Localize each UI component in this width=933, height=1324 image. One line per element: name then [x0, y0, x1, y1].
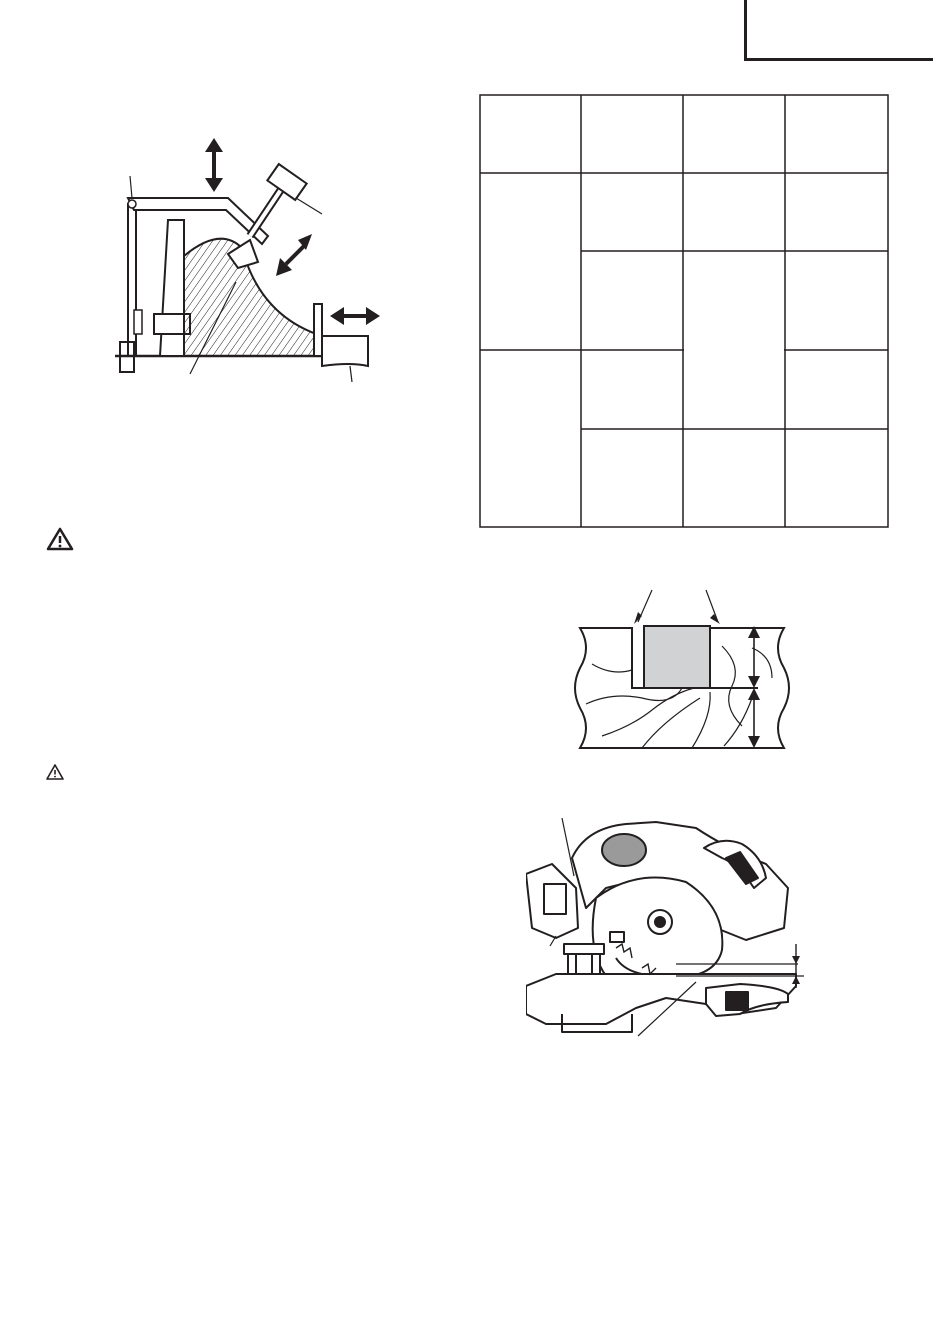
vise-clamp-figure: [110, 136, 390, 386]
up-down-arrow-icon: [205, 138, 223, 192]
groove-cut-figure: [572, 586, 800, 754]
warning-triangle-icon: [46, 764, 64, 780]
diagonal-arrow-icon: [276, 234, 312, 276]
page-tab: [744, 0, 933, 61]
left-right-arrow-icon: [330, 307, 380, 325]
warning-triangle-icon: [46, 527, 74, 551]
miter-saw-figure: [526, 818, 808, 1038]
specification-table: [479, 94, 891, 532]
